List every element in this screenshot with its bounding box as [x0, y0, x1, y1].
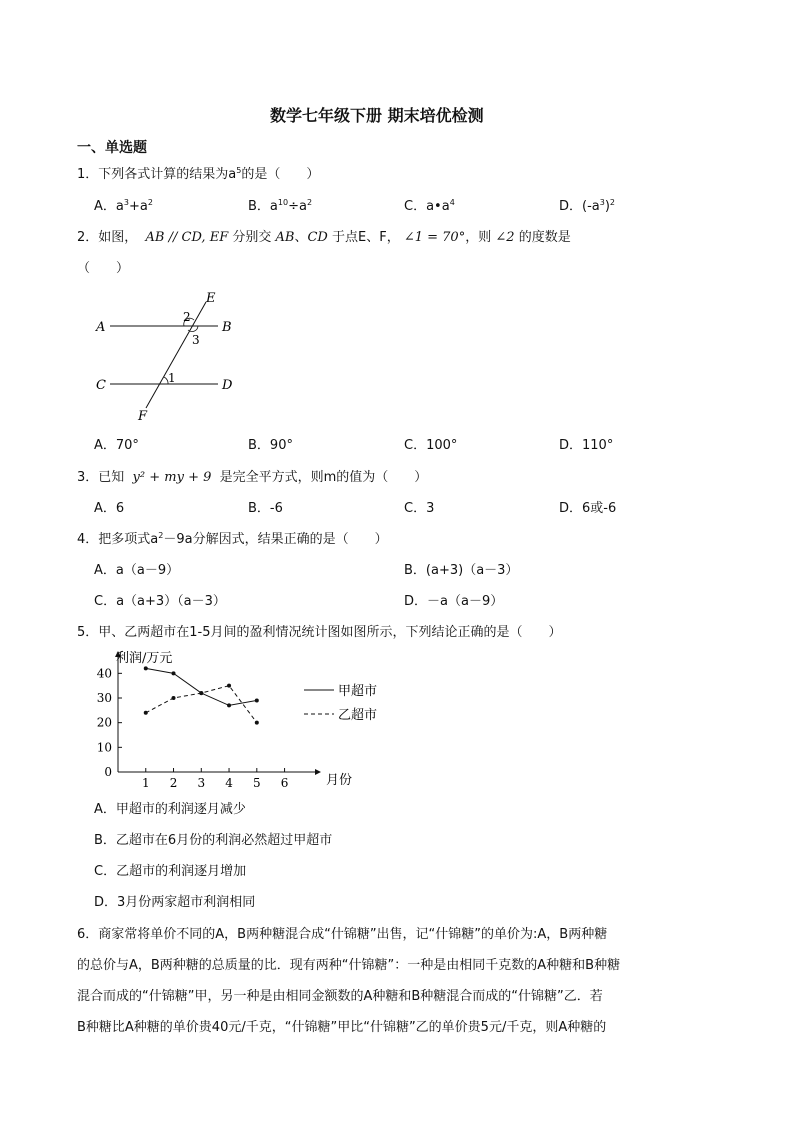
label-f: F [138, 409, 148, 424]
page-title: 数学七年级下册 期末培优检测 [270, 106, 484, 125]
label-angle-3: 3 [192, 333, 200, 347]
q5-option-c: C．乙超市的利润逐月增加 [94, 864, 247, 879]
x-tick-label: 4 [225, 776, 233, 790]
q1-option-c: C．$a•a^4$ [404, 198, 455, 214]
q1-option-d: D．$(-a^3)^2$ [559, 198, 616, 214]
q6-line-1: 6．商家常将单价不同的A，B两种糖混合成“什锦糖”出售，记“什锦糖”的单价为:A，B两种糖 [77, 927, 608, 942]
q3-option-c: C．3 [404, 501, 435, 516]
q1-option-b: B．$a^{10}\div a^2$ [248, 198, 313, 214]
label-angle-2: 2 [183, 310, 191, 324]
angle-3-arc [188, 326, 198, 332]
x-tick-label: 3 [197, 776, 206, 790]
q4-option-c: C．a（a+3）（a－3） [94, 594, 226, 609]
q2-option-b: B．90° [248, 438, 293, 453]
y-tick-label: 20 [96, 715, 112, 730]
x-tick-label: 6 [280, 776, 289, 790]
section-heading: 一、单选题 [77, 140, 147, 156]
data-point [144, 666, 148, 670]
data-point [227, 703, 231, 707]
q4-option-d: D．－a（a－9） [404, 594, 504, 609]
q5-line-chart [88, 646, 400, 794]
y-axis-label: 利润/万元 [116, 651, 173, 666]
label-c: C [96, 378, 106, 393]
data-point [227, 684, 231, 688]
data-point [172, 696, 176, 700]
q1-option-a: A．$a^3+a^2$ [94, 198, 153, 214]
q3-option-d: D．6或-6 [559, 501, 617, 516]
q1-stem: 1．下列各式计算的结果为$a^5$的是（ ） [77, 166, 320, 182]
q6-line-4: B种糖比A种糖的单价贵40元/千克，“什锦糖”甲比“什锦糖”乙的单价贵5元/千克，则A种糖的 [77, 1020, 607, 1035]
y-tick-label: 30 [96, 691, 112, 705]
q5-option-a: A．甲超市的利润逐月减少 [94, 802, 246, 817]
line-ef [146, 302, 206, 408]
x-axis-label: 月份 [326, 773, 353, 788]
q2-option-d: D．110° [559, 438, 614, 453]
data-point [199, 691, 203, 695]
q2-figure [88, 288, 248, 424]
q4-option-a: A．a（a－9） [94, 563, 180, 578]
q3-option-b: B．-6 [248, 501, 283, 516]
x-tick-label: 2 [169, 776, 178, 790]
label-angle-1: 1 [168, 371, 176, 385]
q4-stem: 4．把多项式$a^2-9a$分解因式，结果正确的是（ ） [77, 531, 388, 547]
legend-label: 甲超市 [338, 684, 378, 699]
data-point [144, 711, 148, 715]
q3-stem: 3．已知 y² + my + 9 是完全平方式，则m的值为（ ） [77, 470, 428, 485]
q2-option-a: A．70° [94, 438, 139, 453]
label-b: B [222, 320, 232, 335]
q5-stem: 5．甲、乙两超市在1-5月间的盈利情况统计图如图所示，下列结论正确的是（ ） [77, 625, 562, 640]
label-a: A [96, 320, 106, 335]
q2-paren: （ ） [77, 261, 130, 276]
q6-line-2: 的总价与A，B两种糖的总质量的比．现有两种“什锦糖”：一种是由相同千克数的A种糖和B种糖 [77, 958, 621, 973]
q5-option-d: D．3月份两家超市利润相同 [94, 895, 256, 910]
y-tick-label: 40 [96, 666, 112, 681]
x-tick-label: 5 [252, 776, 261, 790]
q3-option-a: A．6 [94, 501, 125, 516]
label-e: E [206, 291, 216, 306]
q4-option-b: B．(a+3)（a－3） [404, 563, 519, 578]
q5-option-b: B．乙超市在6月份的利润必然超过甲超市 [94, 833, 333, 848]
q2-option-c: C．100° [404, 438, 458, 453]
q2-stem: 2．如图， AB // CD, EF 分别交 AB、CD 于点E、F， ∠1 = 70°，则 ∠2 的度数是 [77, 230, 571, 245]
y-tick-label: 10 [96, 740, 112, 755]
y-tick-label: 0 [104, 765, 112, 779]
data-point [255, 721, 259, 725]
data-point [255, 698, 259, 702]
legend-label: 乙超市 [338, 708, 378, 723]
data-point [172, 671, 176, 675]
x-tick-label: 1 [141, 776, 150, 790]
label-d: D [222, 378, 233, 393]
q6-line-3: 混合而成的“什锦糖”甲，另一种是由相同金额数的A种糖和B种糖混合而成的“什锦糖”乙．若 [77, 989, 603, 1004]
